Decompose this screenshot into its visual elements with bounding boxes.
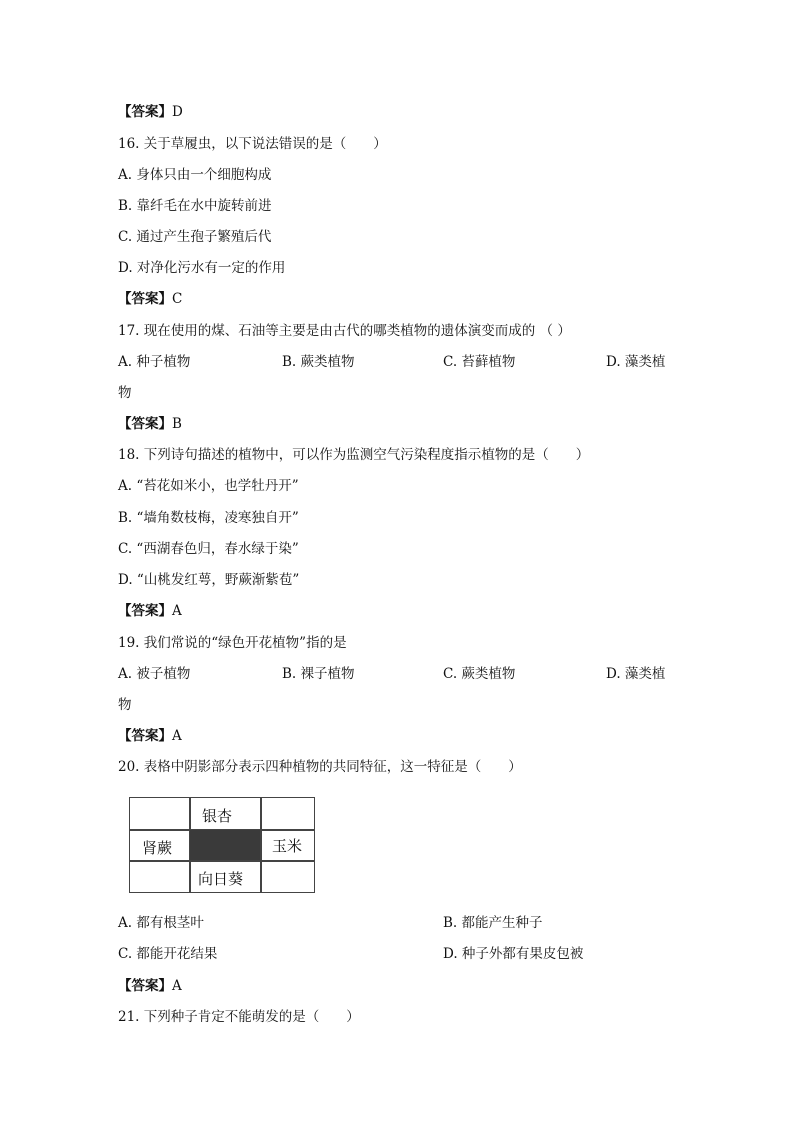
q17-option-c: C. 苔藓植物 — [443, 354, 516, 370]
answer-value: A — [172, 978, 182, 994]
answer-line — [118, 727, 182, 745]
q17-option-d-wrap: 物 — [118, 385, 132, 401]
q19-option-a: A. 被子植物 — [118, 666, 191, 682]
q16-option-c: C. 通过产生孢子繁殖后代 — [118, 229, 272, 245]
answer-label: 【答案】 — [118, 416, 172, 432]
shaded-cell — [190, 830, 260, 860]
answer-value: A — [172, 603, 182, 619]
table-cell-top: 银杏 — [202, 807, 233, 825]
question-16: 16. 关于草履虫，以下说法错误的是（ ） — [118, 136, 387, 152]
q18-option-d: D. “山桃发红萼，野蕨渐紫苞” — [118, 572, 300, 588]
q17-option-a: A. 种子植物 — [118, 354, 191, 370]
answer-line — [118, 290, 182, 308]
q20-option-c: C. 都能开花结果 — [118, 946, 218, 962]
answer-label: 【答案】 — [118, 603, 172, 619]
answer-value: C — [172, 291, 183, 307]
q20-option-a: A. 都有根茎叶 — [118, 915, 204, 931]
q16-option-d: D. 对净化污水有一定的作用 — [118, 260, 286, 276]
answer-line — [118, 602, 182, 620]
answer-label: 【答案】 — [118, 104, 172, 120]
question-19: 19. 我们常说的“绿色开花植物”指的是 — [118, 635, 347, 651]
table-cell-left: 肾蕨 — [142, 839, 173, 857]
q19-option-b: B. 裸子植物 — [282, 666, 355, 682]
q19-option-d-wrap: 物 — [118, 697, 132, 713]
q20-option-d: D. 种子外都有果皮包被 — [443, 946, 584, 962]
answer-label: 【答案】 — [118, 291, 172, 307]
plant-feature-table — [129, 797, 315, 893]
q17-option-d: D. 藻类植 — [606, 354, 666, 370]
answer-value: B — [172, 416, 182, 432]
answer-label: 【答案】 — [118, 728, 172, 744]
answer-line — [118, 415, 182, 433]
q18-option-b: B. “墙角数枝梅，凌寒独自开” — [118, 510, 299, 526]
q18-option-c: C. “西湖春色归，春水绿于染” — [118, 541, 299, 557]
answer-line — [118, 977, 182, 995]
answer-label: 【答案】 — [118, 978, 172, 994]
q20-option-b: B. 都能产生种子 — [443, 915, 543, 931]
question-21: 21. 下列种子肯定不能萌发的是（ ） — [118, 1009, 360, 1025]
answer-line — [118, 103, 183, 121]
q19-option-d: D. 藻类植 — [606, 666, 666, 682]
table-cell-right: 玉米 — [272, 837, 303, 855]
q16-option-b: B. 靠纤毛在水中旋转前进 — [118, 198, 272, 214]
q18-option-a: A. “苔花如米小，也学牡丹开” — [118, 478, 299, 494]
question-20: 20. 表格中阴影部分表示四种植物的共同特征，这一特征是（ ） — [118, 759, 522, 775]
question-18: 18. 下列诗句描述的植物中，可以作为监测空气污染程度指示植物的是（ ） — [118, 447, 590, 463]
answer-value: D — [172, 104, 183, 120]
answer-value: A — [172, 728, 182, 744]
table-cell-bottom: 向日葵 — [198, 870, 244, 888]
q16-option-a: A. 身体只由一个细胞构成 — [118, 167, 272, 183]
q19-option-c: C. 蕨类植物 — [443, 666, 516, 682]
question-17: 17. 现在使用的煤、石油等主要是由古代的哪类植物的遗体演变而成的 （ ） — [118, 323, 571, 339]
q17-option-b: B. 蕨类植物 — [282, 354, 355, 370]
